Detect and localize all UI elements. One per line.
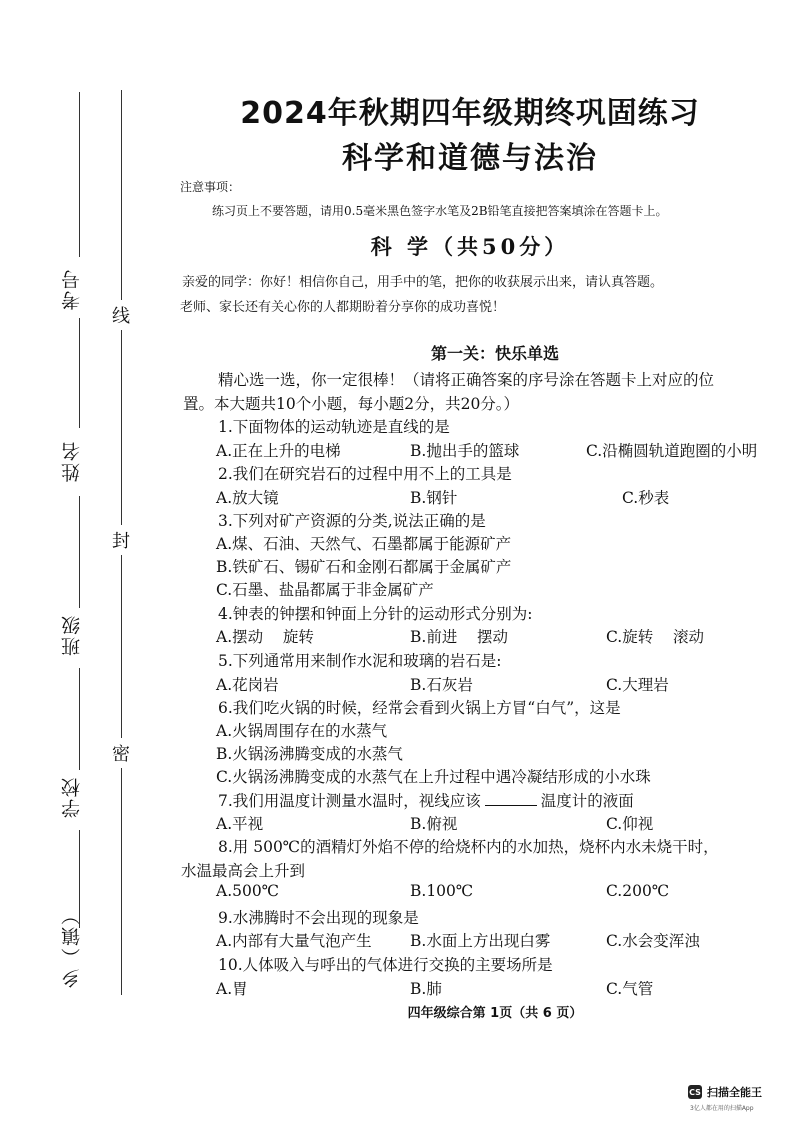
exam-title: 2024年秋期四年级期终巩固练习 bbox=[240, 96, 700, 131]
question-3-option-c: C.石墨、盐晶都属于非金属矿产 bbox=[216, 581, 434, 599]
blank-kaohao bbox=[79, 92, 80, 257]
question-4-option-a: A.摆动 旋转 bbox=[216, 628, 314, 646]
question-1-option-b: B.抛出手的篮球 bbox=[410, 442, 520, 460]
blank-xuexiao bbox=[79, 668, 80, 770]
greeting-line-2: 老师、家长还有关心你的人都期盼着分享你的成功喜悦！ bbox=[180, 300, 506, 315]
part-intro-1: 精心选一选，你一定很棒！（请将正确答案的序号涂在答题卡上对应的位 bbox=[218, 371, 715, 389]
notice-label: 注意事项： bbox=[180, 180, 241, 194]
question-10-stem: 10.人体吸入与呼出的气体进行交换的主要场所是 bbox=[218, 956, 553, 974]
part-intro-2: 置。本大题共10个小题，每小题2分，共20分。） bbox=[183, 395, 520, 413]
label-xuexiao: 学校 bbox=[61, 776, 83, 818]
watermark-name: 扫描全能王 bbox=[707, 1086, 762, 1099]
question-10-option-a: A.胃 bbox=[216, 980, 248, 998]
question-4-option-c: C.旋转 滚动 bbox=[606, 628, 704, 646]
question-7-option-a: A.平视 bbox=[216, 815, 264, 833]
question-1-option-c: C.沿椭圆轨道跑圈的小明 bbox=[586, 442, 758, 460]
question-7-option-c: C.仰视 bbox=[606, 815, 654, 833]
question-9-option-c: C.水会变浑浊 bbox=[606, 932, 700, 950]
question-3-stem: 3.下列对矿产资源的分类,说法正确的是 bbox=[218, 512, 486, 530]
question-5-option-c: C.大理岩 bbox=[606, 676, 669, 694]
exam-subtitle: 科学和道德与法治 bbox=[342, 141, 598, 176]
question-5-option-b: B.石灰岩 bbox=[410, 676, 473, 694]
label-xingming: 姓名 bbox=[61, 440, 83, 482]
seal-feng: 封 bbox=[108, 525, 134, 555]
label-kaohao: 考号 bbox=[61, 268, 83, 310]
question-5-stem: 5.下列通常用来制作水泥和玻璃的岩石是: bbox=[218, 652, 502, 670]
label-xiangzhen: 乡（镇） bbox=[61, 904, 83, 988]
seal-xian: 线 bbox=[108, 300, 134, 330]
question-7-stem bbox=[218, 789, 634, 811]
question-9-stem: 9.水沸腾时不会出现的现象是 bbox=[218, 909, 419, 927]
question-6-option-c: C.火锅汤沸腾变成的水蒸气在上升过程中遇冷凝结形成的小水珠 bbox=[216, 768, 651, 786]
question-7-option-b: B.俯视 bbox=[410, 815, 458, 833]
notice-text: 练习页上不要答题，请用0.5毫米黑色签字水笔及2B铅笔直接把答案填涂在答题卡上。 bbox=[212, 204, 668, 218]
seal-mi: 密 bbox=[108, 738, 134, 768]
question-6-option-b: B.火锅汤沸腾变成的水蒸气 bbox=[216, 745, 403, 763]
question-2-option-a: A.放大镜 bbox=[216, 489, 279, 507]
question-5-option-a: A.花岗岩 bbox=[216, 676, 279, 694]
question-7-stem-after: 温度计的液面 bbox=[540, 792, 634, 810]
question-9-option-b: B.水面上方出现白雾 bbox=[410, 932, 551, 950]
question-9-option-a: A.内部有大量气泡产生 bbox=[216, 932, 372, 950]
blank-banji bbox=[79, 496, 80, 608]
question-8-stem-line1: 8.用 500℃的酒精灯外焰不停的给烧杯内的水加热，烧杯内水未烧干时， bbox=[218, 838, 719, 856]
question-10-option-c: C.气管 bbox=[606, 980, 654, 998]
label-banji: 班级 bbox=[61, 614, 83, 656]
question-8-option-a: A.500℃ bbox=[216, 882, 280, 900]
question-6-option-a: A.火锅周围存在的水蒸气 bbox=[216, 722, 388, 740]
question-4-option-b: B.前进 摆动 bbox=[410, 628, 509, 646]
section-title: 科 学（共50分） bbox=[370, 234, 570, 259]
question-6-stem: 6.我们吃火锅的时候，经常会看到火锅上方冒“白气”，这是 bbox=[218, 699, 621, 717]
question-8-option-b: B.100℃ bbox=[410, 882, 474, 900]
greeting-line-1: 亲爱的同学：你好！相信你自己，用手中的笔，把你的收获展示出来，请认真答题。 bbox=[182, 275, 664, 290]
camscanner-logo-icon: CS bbox=[688, 1085, 702, 1099]
blank-xingming bbox=[79, 318, 80, 428]
question-7-stem-before: 7.我们用温度计测量水温时，视线应该 bbox=[218, 792, 481, 810]
watermark-subtitle: 3亿人都在用的扫描App bbox=[690, 1105, 754, 1112]
question-8-stem-line2: 水温最高会上升到 bbox=[181, 862, 306, 880]
question-1-option-a: A.正在上升的电梯 bbox=[216, 442, 341, 460]
question-2-stem: 2.我们在研究岩石的过程中用不上的工具是 bbox=[218, 465, 512, 483]
page-footer: 四年级综合第 1页（共 6 页） bbox=[407, 1006, 583, 1021]
question-8-option-c: C.200℃ bbox=[606, 882, 670, 900]
answer-blank bbox=[485, 791, 537, 806]
question-4-stem: 4.钟表的钟摆和钟面上分针的运动形式分别为: bbox=[218, 605, 533, 623]
part-title: 第一关：快乐单选 bbox=[430, 344, 559, 363]
question-3-option-a: A.煤、石油、天然气、石墨都属于能源矿产 bbox=[216, 535, 512, 553]
question-2-option-c: C.秒表 bbox=[622, 489, 670, 507]
question-10-option-b: B.肺 bbox=[410, 980, 442, 998]
scanner-watermark bbox=[688, 1084, 762, 1100]
question-3-option-b: B.铁矿石、锡矿石和金刚石都属于金属矿产 bbox=[216, 558, 512, 576]
question-1-stem: 1.下面物体的运动轨迹是直线的是 bbox=[218, 418, 450, 436]
question-2-option-b: B.钢针 bbox=[410, 489, 458, 507]
